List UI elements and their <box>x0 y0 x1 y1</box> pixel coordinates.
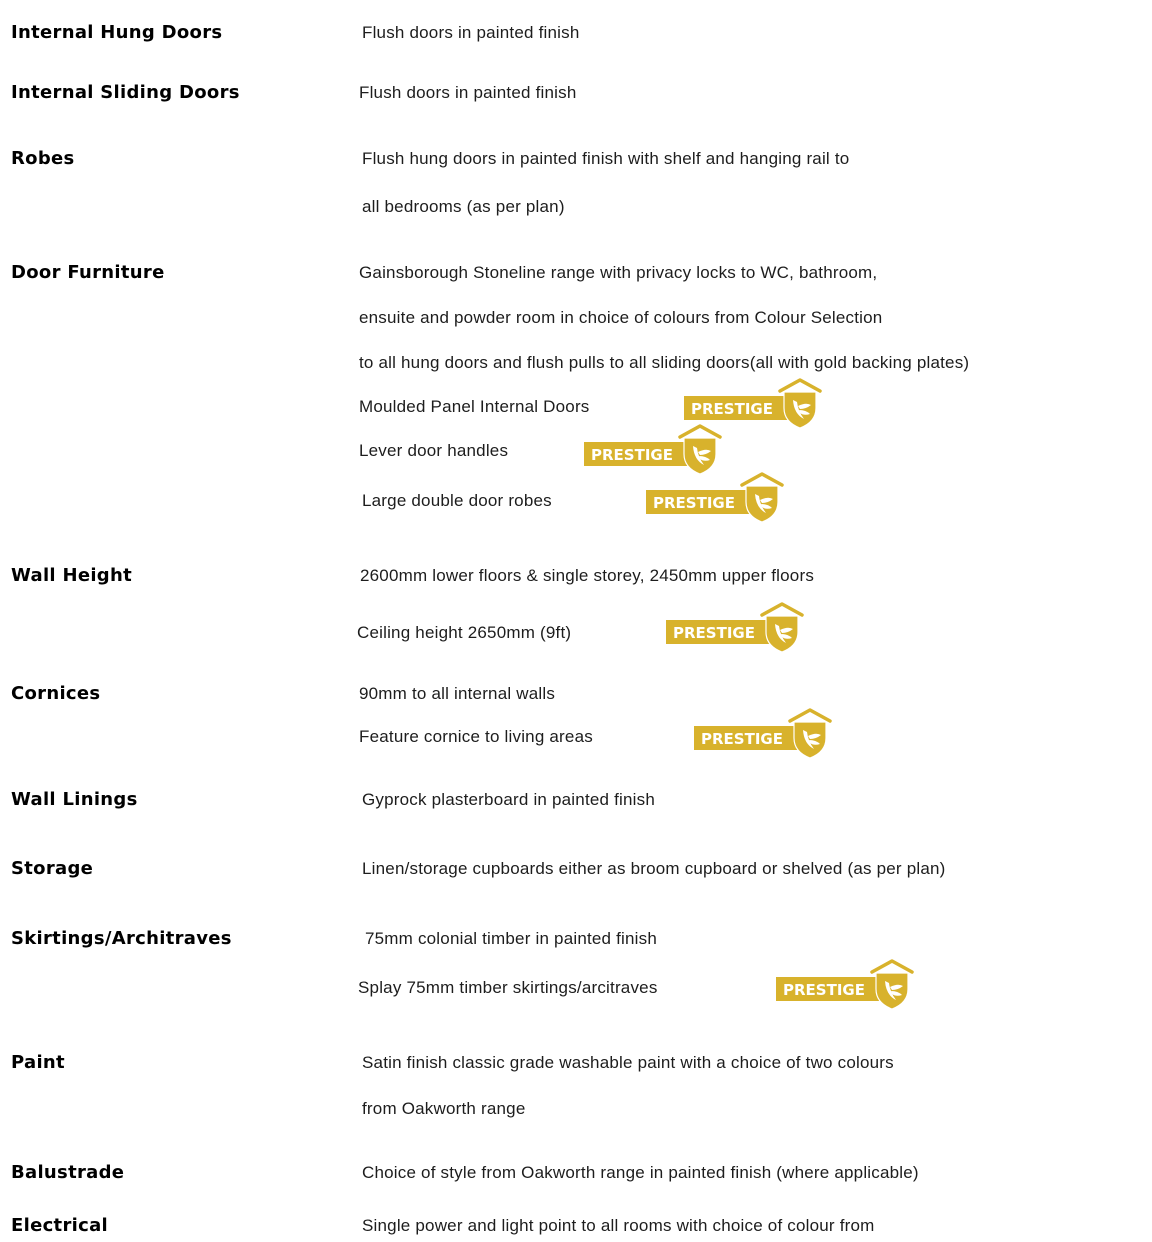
prestige-label: PRESTIGE <box>783 981 865 999</box>
prestige-option-text: Lever door handles <box>359 441 509 460</box>
item-label-internal-hung-doors: Internal Hung Doors <box>11 22 223 43</box>
prestige-option-text: Large double door robes <box>362 491 552 510</box>
item-text: Gyprock plasterboard in painted finish <box>362 790 655 809</box>
prestige-label: PRESTIGE <box>653 494 735 512</box>
item-label-balustrade: Balustrade <box>11 1162 125 1183</box>
prestige-badge-graphic <box>646 472 786 524</box>
prestige-badge-graphic <box>684 378 824 430</box>
house-leaf-icon <box>762 604 802 652</box>
item-text: Flush doors in painted finish <box>359 83 577 102</box>
item-label-robes: Robes <box>11 148 75 169</box>
prestige-option-text: Ceiling height 2650mm (9ft) <box>357 623 572 642</box>
prestige-badge <box>684 378 824 430</box>
item-label-storage: Storage <box>11 858 94 879</box>
item-label-wall-linings: Wall Linings <box>11 789 138 810</box>
prestige-option-text: Splay 75mm timber skirtings/arcitraves <box>358 978 658 997</box>
prestige-label: PRESTIGE <box>691 400 773 418</box>
prestige-badge <box>776 959 916 1011</box>
item-text: Satin finish classic grade washable paint with a choice of two colours <box>362 1053 894 1072</box>
item-label-electrical: Electrical <box>11 1215 108 1236</box>
house-leaf-icon <box>780 380 820 428</box>
house-leaf-icon <box>680 426 720 474</box>
prestige-badge-graphic <box>694 708 834 760</box>
prestige-label: PRESTIGE <box>701 730 783 748</box>
prestige-badge <box>694 708 834 760</box>
house-leaf-icon <box>872 961 912 1009</box>
item-text: Gainsborough Stoneline range with privacy locks to WC, bathroom, <box>359 263 878 282</box>
item-text: Flush doors in painted finish <box>362 23 580 42</box>
prestige-label: PRESTIGE <box>591 446 673 464</box>
prestige-badge-graphic <box>584 424 724 476</box>
item-text: Linen/storage cupboards either as broom cupboard or shelved (as per plan) <box>362 859 946 878</box>
prestige-badge <box>666 602 806 654</box>
prestige-badge <box>646 472 786 524</box>
item-text: Choice of style from Oakworth range in painted finish (where applicable) <box>362 1163 919 1182</box>
house-leaf-icon <box>742 474 782 522</box>
item-label-door-furniture: Door Furniture <box>11 262 165 283</box>
item-text: to all hung doors and flush pulls to all sliding doors(all with gold backing plates) <box>359 353 970 372</box>
prestige-option-text: Feature cornice to living areas <box>359 727 593 746</box>
item-text: Single power and light point to all rooms with choice of colour from <box>362 1216 875 1235</box>
item-label-wall-height: Wall Height <box>11 565 133 586</box>
item-text: from Oakworth range <box>362 1099 526 1118</box>
prestige-option-text: Moulded Panel Internal Doors <box>359 397 590 416</box>
prestige-label: PRESTIGE <box>673 624 755 642</box>
item-label-cornices: Cornices <box>11 683 101 704</box>
item-label-skirtings-architraves: Skirtings/Architraves <box>11 928 232 949</box>
item-text: all bedrooms (as per plan) <box>362 197 565 216</box>
item-text: 75mm colonial timber in painted finish <box>365 929 658 948</box>
item-label-paint: Paint <box>11 1052 65 1073</box>
item-text: 90mm to all internal walls <box>359 684 556 703</box>
item-text: Flush hung doors in painted finish with shelf and hanging rail to <box>362 149 850 168</box>
prestige-badge <box>584 424 724 476</box>
item-label-internal-sliding-doors: Internal Sliding Doors <box>11 82 240 103</box>
item-text: ensuite and powder room in choice of colours from Colour Selection <box>359 308 883 327</box>
house-leaf-icon <box>790 710 830 758</box>
prestige-badge-graphic <box>666 602 806 654</box>
prestige-badge-graphic <box>776 959 916 1011</box>
item-text: 2600mm lower floors & single storey, 2450mm upper floors <box>360 566 815 585</box>
